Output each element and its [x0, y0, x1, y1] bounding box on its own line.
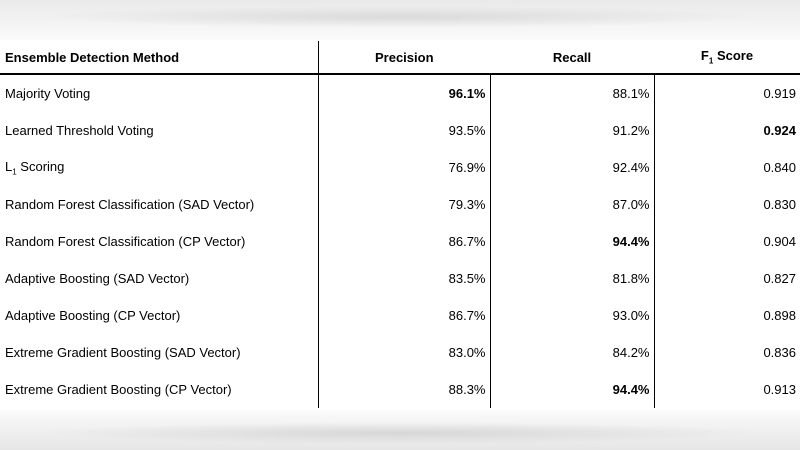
table-row [0, 297, 800, 334]
table-row [0, 149, 800, 186]
header-f1-rest: Score [713, 48, 754, 64]
method-label: Adaptive Boosting (CP Vector) [5, 308, 181, 323]
cell-method [0, 223, 318, 260]
header-row [0, 41, 800, 74]
cell-precision: 96.1% [318, 74, 490, 112]
header-recall: Recall [490, 41, 654, 74]
header-f1-letter: F [700, 48, 709, 64]
table-row [0, 186, 800, 223]
cell-f1-score: 0.830 [654, 186, 800, 223]
method-label: L [5, 158, 13, 174]
cell-recall: 81.8% [490, 260, 654, 297]
blurred-top-edge [0, 0, 800, 40]
cell-method [0, 186, 318, 223]
method-label: Majority Voting [5, 86, 91, 101]
table-header [0, 41, 800, 74]
table-row [0, 371, 800, 408]
cell-recall: 84.2% [490, 334, 654, 371]
method-label: Extreme Gradient Boosting (SAD Vector) [5, 345, 241, 360]
cell-f1-score: 0.904 [654, 223, 800, 260]
method-label: Learned Threshold Voting [5, 123, 154, 138]
method-label: Random Forest Classification (SAD Vector) [5, 197, 255, 212]
ensemble-results-table [0, 41, 800, 408]
cell-f1-score: 0.836 [654, 334, 800, 371]
cell-f1-score: 0.827 [654, 260, 800, 297]
header-f1-score [654, 41, 800, 74]
method-label-rest: Scoring [16, 158, 65, 174]
table-row [0, 112, 800, 149]
cell-recall: 93.0% [490, 297, 654, 334]
header-f1-subscript: 1 [708, 56, 714, 66]
cell-method [0, 112, 318, 149]
cell-method [0, 149, 318, 186]
cell-precision: 83.5% [318, 260, 490, 297]
cell-precision: 88.3% [318, 371, 490, 408]
method-subscript: 1 [12, 167, 17, 177]
cell-method [0, 74, 318, 112]
cell-f1-score: 0.919 [654, 74, 800, 112]
cell-recall: 91.2% [490, 112, 654, 149]
cell-precision: 93.5% [318, 112, 490, 149]
cell-precision: 86.7% [318, 297, 490, 334]
cell-recall: 92.4% [490, 149, 654, 186]
table-row [0, 260, 800, 297]
cell-f1-score: 0.898 [654, 297, 800, 334]
cell-precision: 83.0% [318, 334, 490, 371]
cell-precision: 86.7% [318, 223, 490, 260]
cell-method [0, 371, 318, 408]
table-row [0, 223, 800, 260]
cell-recall: 88.1% [490, 74, 654, 112]
table-row [0, 74, 800, 112]
blurred-bottom-edge [0, 410, 800, 450]
header-precision: Precision [318, 41, 490, 74]
method-label: Adaptive Boosting (SAD Vector) [5, 271, 190, 286]
cell-method [0, 334, 318, 371]
cell-f1-score: 0.924 [654, 112, 800, 149]
cell-precision: 79.3% [318, 186, 490, 223]
table-body [0, 74, 800, 408]
cell-recall: 94.4% [490, 223, 654, 260]
cell-f1-score: 0.913 [654, 371, 800, 408]
table-row [0, 334, 800, 371]
cell-method [0, 297, 318, 334]
cell-recall: 94.4% [490, 371, 654, 408]
method-label: Extreme Gradient Boosting (CP Vector) [5, 382, 232, 397]
cell-method [0, 260, 318, 297]
cell-recall: 87.0% [490, 186, 654, 223]
header-method: Ensemble Detection Method [0, 41, 318, 74]
method-label: Random Forest Classification (CP Vector) [5, 234, 246, 249]
cell-precision: 76.9% [318, 149, 490, 186]
cell-f1-score: 0.840 [654, 149, 800, 186]
